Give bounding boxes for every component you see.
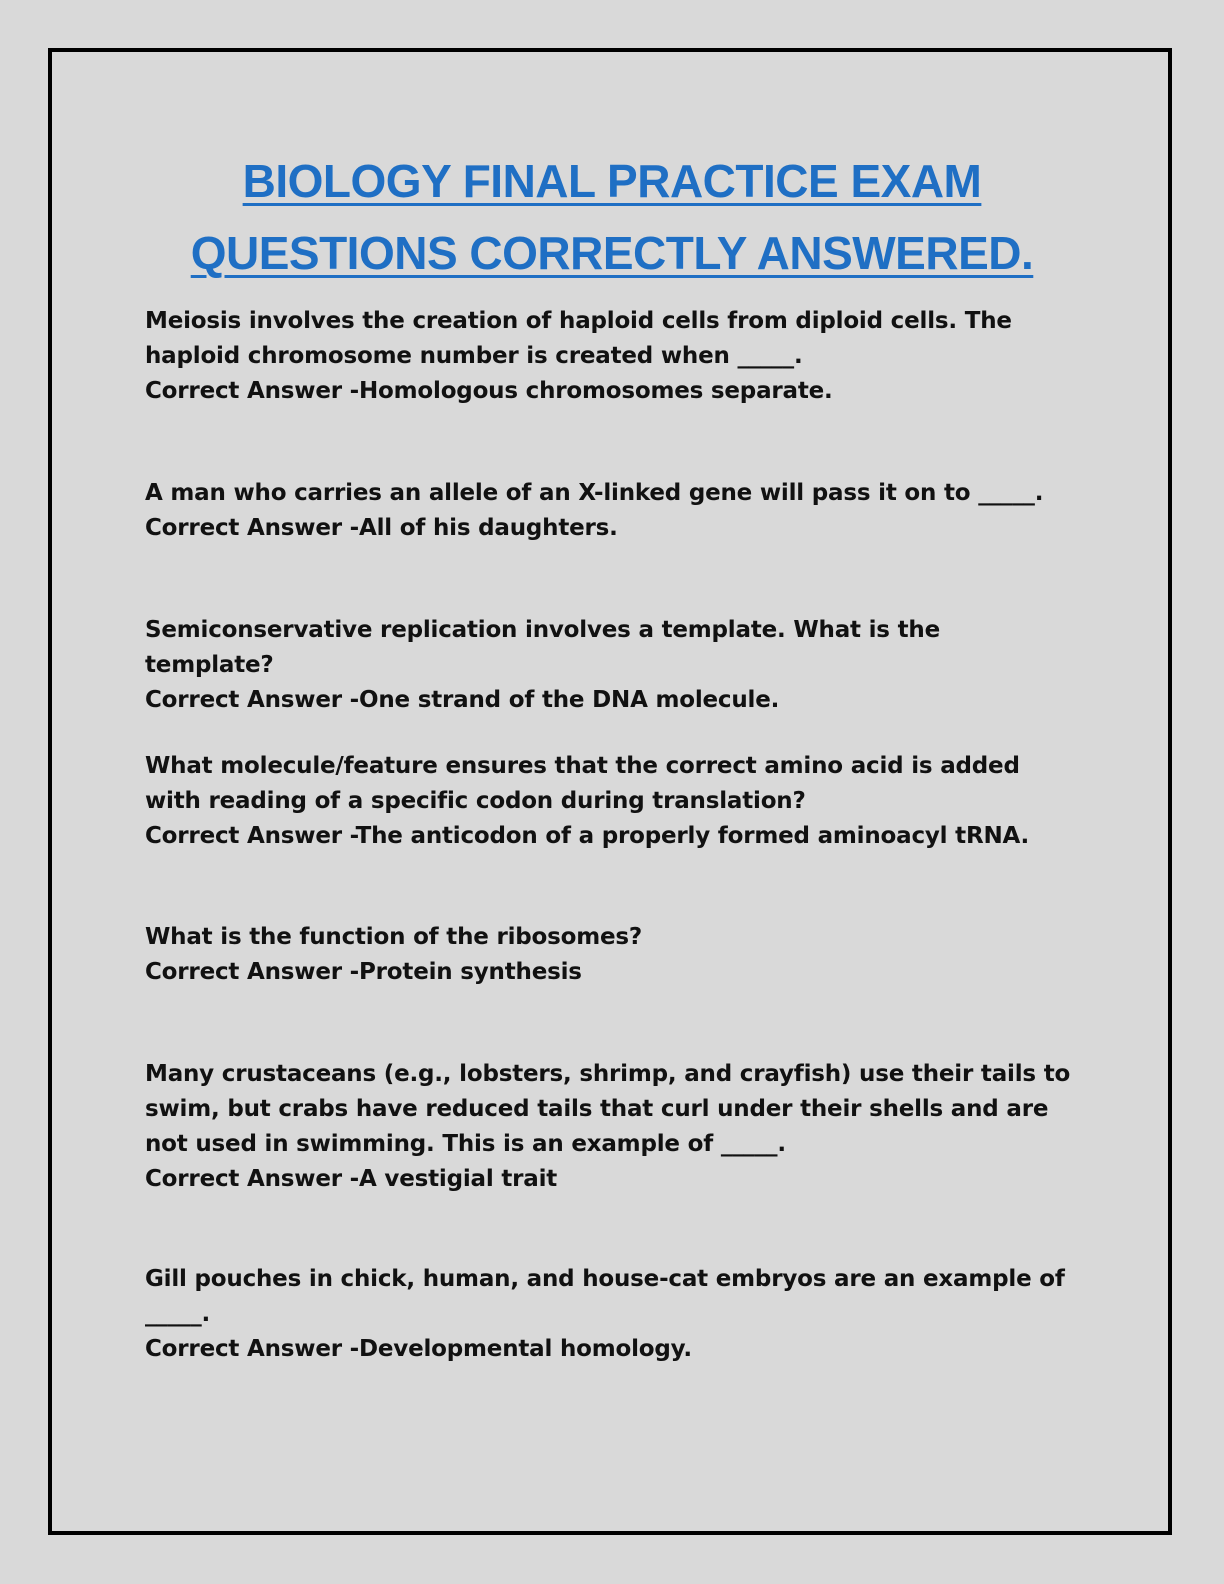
qa-item-6 (145, 1057, 1075, 1197)
title-line-1: BIOLOGY FINAL PRACTICE EXAM (242, 155, 982, 207)
question-text: Semiconservative replication involves a template. What is the template? (145, 617, 940, 678)
qa-item-3 (145, 613, 1075, 718)
qa-item-7 (145, 1262, 1075, 1367)
answer-text: Correct Answer -Developmental homology. (145, 1336, 692, 1362)
question-text: What molecule/feature ensures that the correct amino acid is added with reading of a specific codon during translation? (145, 753, 1020, 814)
qa-item-4 (145, 749, 1075, 854)
qa-item-1 (145, 304, 1075, 409)
qa-item-2 (145, 476, 1075, 546)
answer-text: Correct Answer -One strand of the DNA molecule. (145, 687, 780, 713)
question-text: Meiosis involves the creation of haploid cells from diploid cells. The haploid chromosome number is created when _____. (145, 308, 1012, 369)
answer-text: Correct Answer -Protein synthesis (145, 959, 582, 985)
answer-text: Correct Answer -All of his daughters. (145, 515, 618, 541)
qa-item-5 (145, 920, 1075, 990)
answer-text: Correct Answer -A vestigial trait (145, 1166, 558, 1192)
answer-text: Correct Answer -The anticodon of a properly formed aminoacyl tRNA. (145, 823, 1030, 849)
question-text: Gill pouches in chick, human, and house-cat embryos are an example of _____. (145, 1266, 1065, 1327)
question-text: Many crustaceans (e.g., lobsters, shrimp, and crayfish) use their tails to swim, but crabs have reduced tails that curl under their shells and are not used in swimming. This is an example of _____. (145, 1061, 1071, 1157)
page-title (100, 145, 1124, 289)
question-text: What is the function of the ribosomes? (145, 924, 643, 950)
answer-text: Correct Answer -Homologous chromosomes separate. (145, 378, 833, 404)
title-line-2: QUESTIONS CORRECTLY ANSWERED. (190, 227, 1034, 279)
question-text: A man who carries an allele of an X-linked gene will pass it on to _____. (145, 480, 1044, 506)
